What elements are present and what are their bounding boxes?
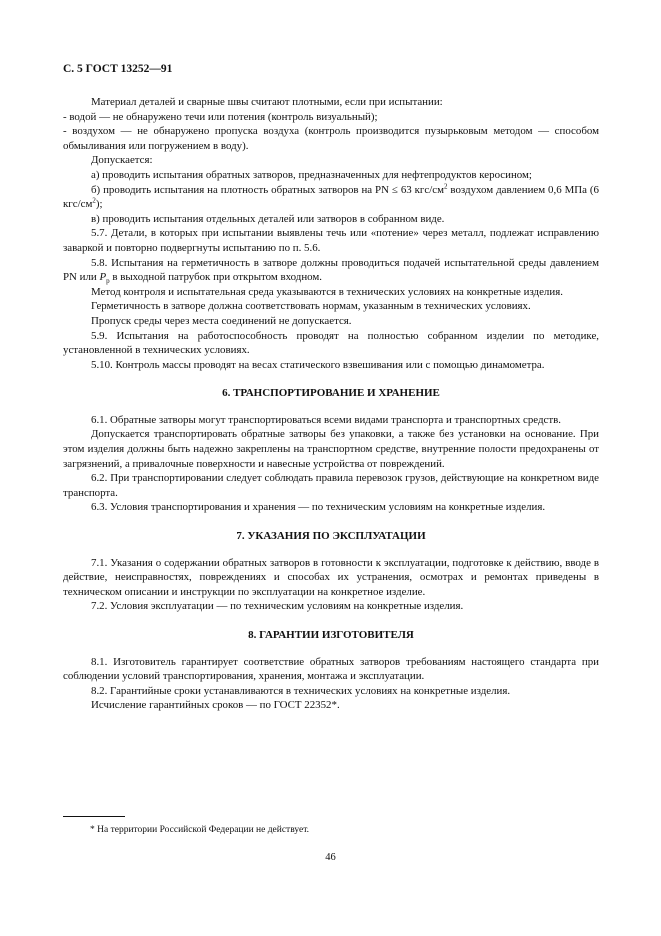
italic-symbol: P [99,271,107,284]
paragraph [63,256,599,285]
text-run: в выходной патрубок при открытом входном. [109,271,323,284]
paragraph: а) проводить испытания обратных затворов, предназначенных для нефтепродуктов керосином; [91,168,532,181]
subscript: p [106,277,110,286]
paragraph: Допускается: [91,154,153,167]
paragraph: 7.1. Указания о содержании обратных затворов в готовности к эксплуатации, подготовке к действию, вводе в действие, неисправностях, повреждениях и способах их устранения, осмотрах и ремонтах приведены в техническом описании и инструкции по эксплуатации на конкретное изделие. [63,556,599,598]
paragraph: Допускается транспортировать обратные затворы без упаковки, а также без установки на основание. При этом изделия должны быть надежно закреплены на транспортном средстве, внутренние полости предохранены от загрязнений, а привалочные поверхности и навесные устройства от повреждений. [63,428,599,470]
page-header: С. 5 ГОСТ 13252—91 [63,63,173,75]
text-run: воздухом давлением 0,6 МПа (6 кгс/см [63,183,599,211]
paragraph: 7.2. Условия эксплуатации — по техническим условиям на конкретные изделия. [91,600,464,613]
paragraph: 6.1. Обратные затворы могут транспортироваться всеми видами транспорта и транспортных средств. [91,413,561,426]
paragraph: 8.1. Изготовитель гарантирует соответствие обратных затворов требованиям настоящего стандарта при соблюдении условий транспортирования, хранения, монтажа и эксплуатации. [63,655,599,683]
footnote: * На территории Российской Федерации не действует. [90,825,310,835]
paragraph: Пропуск среды через места соединений не допускается. [91,314,352,327]
paragraph: Герметичность в затворе должна соответствовать нормам, указанным в технических условиях. [91,300,531,313]
paragraph: 5.10. Контроль массы проводят на весах статического взвешивания или с помощью динамометра. [91,358,545,371]
section-heading: 8. ГАРАНТИИ ИЗГОТОВИТЕЛЯ [248,629,414,641]
paragraph: 6.3. Условия транспортирования и хранения — по техническим условиям на конкретные изделия. [91,501,546,514]
page-number: 46 [325,852,336,863]
section-heading: 7. УКАЗАНИЯ ПО ЭКСПЛУАТАЦИИ [236,530,426,543]
text-run: 5.8. Испытания на герметичность в затворе должны проводиться подачей испытательной среды давлением PN или [63,256,599,284]
superscript: 2 [92,196,96,205]
paragraph: - водой — не обнаружено течи или потения (контроль визуальный); [63,110,378,123]
paragraph: 8.2. Гарантийные сроки устанавливаются в технических условиях на конкретные изделия. [91,684,511,697]
section-heading: 6. ТРАНСПОРТИРОВАНИЕ И ХРАНЕНИЕ [222,387,440,400]
paragraph: Метод контроля и испытательная среда указываются в технических условиях на конкретные изделия. [91,285,563,298]
footnote-divider [63,816,125,817]
paragraph: в) проводить испытания отдельных деталей или затворов в собранном виде. [91,212,445,225]
document-body [63,95,599,713]
paragraph: 5.7. Детали, в которых при испытании выявлены течь или «потение» через металл, подлежат исправлению заваркой и повторно подвергнуты испытанию по п. 5.6. [63,227,599,254]
text-run: б) проводить испытания на плотность обратных затворов на PN ≤ 63 кгс/см [91,183,444,196]
paragraph: Материал деталей и сварные швы считают плотными, если при испытании: [91,96,443,108]
paragraph: Исчисление гарантийных сроков — по ГОСТ 22352*. [91,699,340,712]
paragraph: 5.9. Испытания на работоспособность проводят на полностью собранном изделии по методике, установленной в технических условиях. [63,329,599,357]
paragraph: - воздухом — не обнаружено пропуска воздуха (контроль производится пузырьковым методом — способом обмыливания или погружением в воду). [63,125,599,152]
paragraph: 6.2. При транспортировании следует соблюдать правила перевозок грузов, действующие на конкретном виде транспорта. [63,472,599,499]
paragraph [63,183,599,212]
superscript: 2 [443,181,448,190]
text-run: ); [95,198,103,211]
